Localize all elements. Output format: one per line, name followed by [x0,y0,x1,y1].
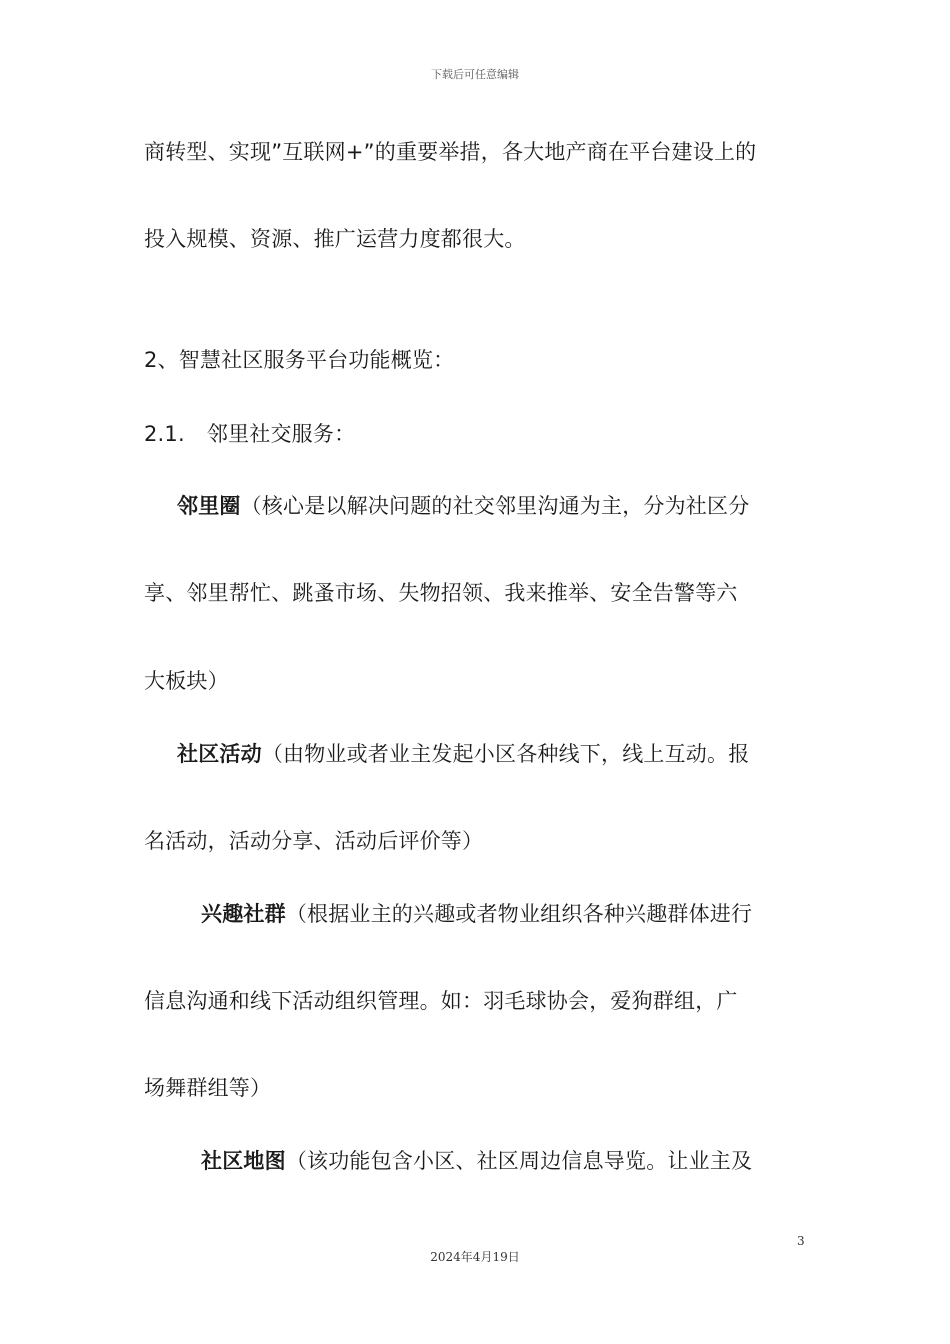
item-interest-group [201,900,752,928]
item-title: 邻里圈 [177,494,241,518]
section-heading: 2、智慧社区服务平台功能概览： [144,348,455,372]
item-community-map [201,1147,752,1175]
page-number: 3 [797,1234,805,1248]
subsection-title: 邻里社交服务： [206,422,356,446]
paragraph-line: 名活动，活动分享、活动后评价等） [144,829,484,853]
page-header-note: 下载后可任意编辑 [431,68,519,81]
item-text: （根据业主的兴趣或者物业组织各种兴趣群体进行 [285,902,753,926]
item-title: 社区活动 [177,742,262,766]
paragraph-line: 商转型、实现”互联网+”的重要举措，各大地产商在平台建设上的 [144,140,757,164]
item-title: 兴趣社群 [201,902,286,926]
item-text: （由物业或者业主发起小区各种线下，线上互动。报 [261,742,750,766]
paragraph-line: 场舞群组等） [144,1076,272,1100]
paragraph-line: 享、邻里帮忙、跳蚤市场、失物招领、我来推举、安全告警等六 [144,581,738,605]
footer-date: 2024年4月19日 [430,1250,520,1264]
paragraph-line: 投入规模、资源、推广运营力度都很大。 [144,227,526,251]
item-community-activity [177,740,749,768]
paragraph-line: 信息沟通和线下活动组织管理。如：羽毛球协会，爱狗群组，广 [144,989,738,1013]
subsection-number: 2.1. [144,422,185,446]
paragraph-line: 大板块） [144,669,229,693]
subsection-heading [144,420,355,448]
item-text: （核心是以解决问题的社交邻里沟通为主，分为社区分 [240,494,750,518]
item-neighbor-circle [177,492,749,520]
item-title: 社区地图 [201,1149,286,1173]
item-text: （该功能包含小区、社区周边信息导览。让业主及 [285,1149,753,1173]
